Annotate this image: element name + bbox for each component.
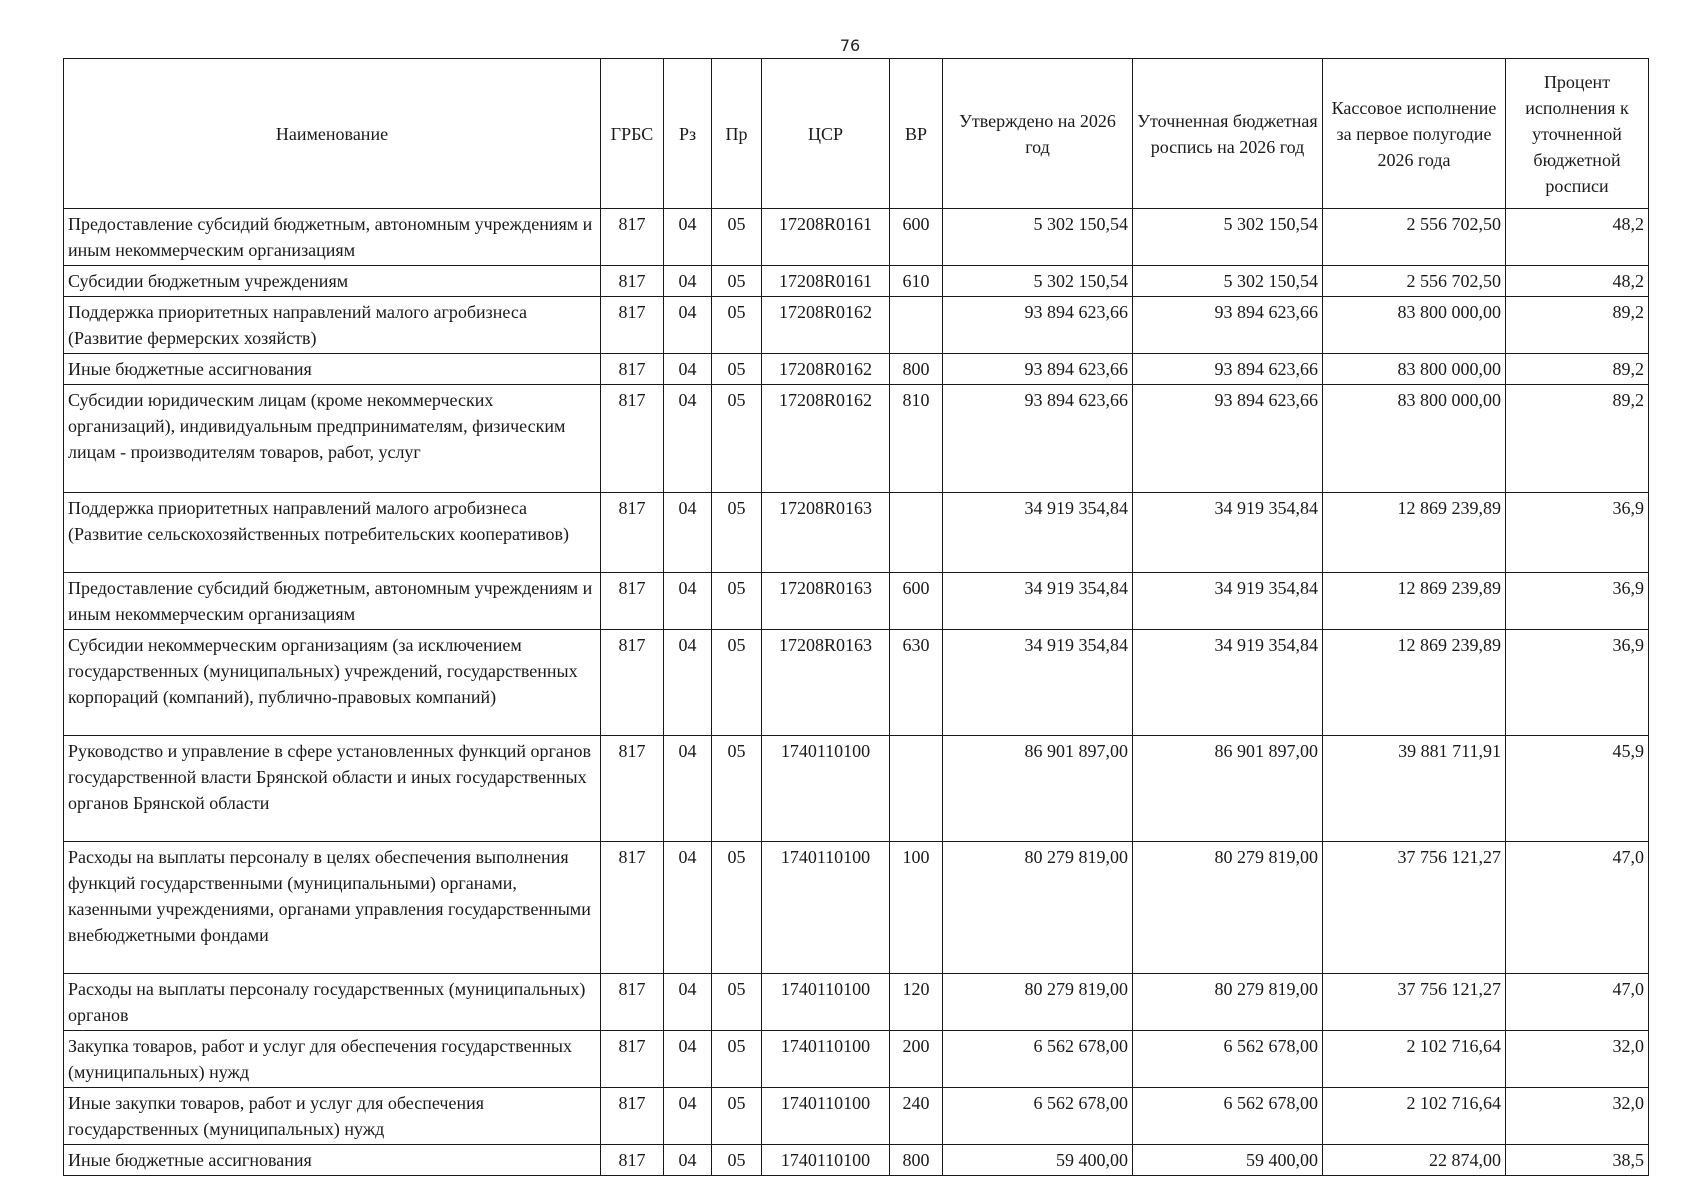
cell-vr: 200	[890, 1031, 943, 1088]
cell-approved: 80 279 819,00	[943, 974, 1133, 1031]
cell-cash: 83 800 000,00	[1323, 385, 1506, 493]
cell-percent: 89,2	[1506, 354, 1649, 385]
cell-rz: 04	[664, 736, 712, 842]
cell-rz: 04	[664, 630, 712, 736]
cell-refined: 34 919 354,84	[1133, 573, 1323, 630]
cell-cash: 83 800 000,00	[1323, 354, 1506, 385]
table-row	[64, 630, 1649, 736]
cell-refined: 93 894 623,66	[1133, 354, 1323, 385]
table-row	[64, 1031, 1649, 1088]
cell-vr: 610	[890, 266, 943, 297]
cell-name: Руководство и управление в сфере установленных функций органов государственной власти Брянской области и иных государственных органов Брянской области	[64, 736, 601, 842]
cell-vr: 600	[890, 209, 943, 266]
table-row	[64, 1145, 1649, 1176]
cell-approved: 5 302 150,54	[943, 266, 1133, 297]
header-refined: Уточненная бюджетная роспись на 2026 год	[1133, 59, 1323, 209]
cell-rz: 04	[664, 266, 712, 297]
cell-rz: 04	[664, 842, 712, 974]
cell-grbs: 817	[601, 974, 664, 1031]
cell-refined: 6 562 678,00	[1133, 1088, 1323, 1145]
cell-name: Предоставление субсидий бюджетным, автономным учреждениям и иным некоммерческим организациям	[64, 573, 601, 630]
cell-vr	[890, 297, 943, 354]
cell-refined: 59 400,00	[1133, 1145, 1323, 1176]
cell-percent: 89,2	[1506, 385, 1649, 493]
cell-csr: 17208R0161	[762, 266, 890, 297]
cell-cash: 22 874,00	[1323, 1145, 1506, 1176]
cell-percent: 36,9	[1506, 630, 1649, 736]
cell-refined: 34 919 354,84	[1133, 630, 1323, 736]
cell-pr: 05	[712, 842, 762, 974]
cell-grbs: 817	[601, 573, 664, 630]
cell-rz: 04	[664, 354, 712, 385]
table-body	[64, 209, 1649, 1176]
cell-rz: 04	[664, 1031, 712, 1088]
cell-percent: 32,0	[1506, 1031, 1649, 1088]
table-header	[64, 59, 1649, 209]
cell-cash: 12 869 239,89	[1323, 573, 1506, 630]
cell-pr: 05	[712, 1145, 762, 1176]
cell-refined: 93 894 623,66	[1133, 385, 1323, 493]
table-row	[64, 842, 1649, 974]
cell-vr: 240	[890, 1088, 943, 1145]
cell-csr: 1740110100	[762, 842, 890, 974]
cell-pr: 05	[712, 1088, 762, 1145]
cell-grbs: 817	[601, 842, 664, 974]
cell-approved: 59 400,00	[943, 1145, 1133, 1176]
cell-name: Субсидии юридическим лицам (кроме некоммерческих организаций), индивидуальным предпринимателям, физическим лицам - производителям товаров, работ, услуг	[64, 385, 601, 493]
cell-cash: 39 881 711,91	[1323, 736, 1506, 842]
cell-percent: 38,5	[1506, 1145, 1649, 1176]
cell-approved: 80 279 819,00	[943, 842, 1133, 974]
cell-cash: 2 102 716,64	[1323, 1031, 1506, 1088]
header-grbs: ГРБС	[601, 59, 664, 209]
cell-percent: 48,2	[1506, 209, 1649, 266]
cell-percent: 89,2	[1506, 297, 1649, 354]
cell-csr: 17208R0163	[762, 630, 890, 736]
cell-grbs: 817	[601, 1145, 664, 1176]
cell-refined: 6 562 678,00	[1133, 1031, 1323, 1088]
cell-csr: 1740110100	[762, 974, 890, 1031]
cell-approved: 93 894 623,66	[943, 354, 1133, 385]
cell-grbs: 817	[601, 630, 664, 736]
cell-pr: 05	[712, 493, 762, 573]
cell-csr: 17208R0161	[762, 209, 890, 266]
header-pr: Пр	[712, 59, 762, 209]
cell-cash: 2 556 702,50	[1323, 209, 1506, 266]
cell-name: Иные бюджетные ассигнования	[64, 354, 601, 385]
cell-approved: 34 919 354,84	[943, 630, 1133, 736]
cell-cash: 37 756 121,27	[1323, 974, 1506, 1031]
cell-pr: 05	[712, 1031, 762, 1088]
cell-name: Иные закупки товаров, работ и услуг для обеспечения государственных (муниципальных) нужд	[64, 1088, 601, 1145]
cell-vr	[890, 736, 943, 842]
cell-rz: 04	[664, 974, 712, 1031]
cell-refined: 80 279 819,00	[1133, 842, 1323, 974]
table-row	[64, 974, 1649, 1031]
cell-pr: 05	[712, 573, 762, 630]
cell-csr: 1740110100	[762, 736, 890, 842]
cell-pr: 05	[712, 297, 762, 354]
cell-percent: 36,9	[1506, 573, 1649, 630]
cell-rz: 04	[664, 1088, 712, 1145]
cell-csr: 1740110100	[762, 1088, 890, 1145]
header-row	[64, 59, 1649, 209]
cell-approved: 5 302 150,54	[943, 209, 1133, 266]
header-name: Наименование	[64, 59, 601, 209]
cell-approved: 6 562 678,00	[943, 1088, 1133, 1145]
cell-grbs: 817	[601, 736, 664, 842]
header-rz: Рз	[664, 59, 712, 209]
cell-vr: 100	[890, 842, 943, 974]
cell-cash: 12 869 239,89	[1323, 493, 1506, 573]
cell-csr: 17208R0162	[762, 354, 890, 385]
cell-refined: 80 279 819,00	[1133, 974, 1323, 1031]
table-row	[64, 493, 1649, 573]
header-approved: Утверждено на 2026 год	[943, 59, 1133, 209]
cell-grbs: 817	[601, 297, 664, 354]
cell-rz: 04	[664, 209, 712, 266]
cell-csr: 17208R0162	[762, 385, 890, 493]
cell-cash: 2 556 702,50	[1323, 266, 1506, 297]
table-row	[64, 297, 1649, 354]
cell-vr	[890, 493, 943, 573]
cell-pr: 05	[712, 209, 762, 266]
cell-refined: 93 894 623,66	[1133, 297, 1323, 354]
cell-grbs: 817	[601, 385, 664, 493]
cell-name: Субсидии некоммерческим организациям (за исключением государственных (муниципальных) учреждений, государственных корпораций (компаний), публично-правовых компаний)	[64, 630, 601, 736]
cell-pr: 05	[712, 385, 762, 493]
cell-pr: 05	[712, 354, 762, 385]
cell-name: Поддержка приоритетных направлений малого агробизнеса (Развитие фермерских хозяйств)	[64, 297, 601, 354]
cell-pr: 05	[712, 266, 762, 297]
cell-percent: 48,2	[1506, 266, 1649, 297]
cell-csr: 17208R0162	[762, 297, 890, 354]
cell-grbs: 817	[601, 1031, 664, 1088]
page-number: 76	[839, 36, 861, 55]
cell-pr: 05	[712, 630, 762, 736]
cell-vr: 600	[890, 573, 943, 630]
cell-approved: 93 894 623,66	[943, 385, 1133, 493]
cell-cash: 12 869 239,89	[1323, 630, 1506, 736]
cell-cash: 83 800 000,00	[1323, 297, 1506, 354]
cell-name: Поддержка приоритетных направлений малого агробизнеса (Развитие сельскохозяйственных потребительских кооперативов)	[64, 493, 601, 573]
table-row	[64, 736, 1649, 842]
table-row	[64, 573, 1649, 630]
cell-vr: 120	[890, 974, 943, 1031]
cell-grbs: 817	[601, 209, 664, 266]
cell-grbs: 817	[601, 493, 664, 573]
cell-percent: 36,9	[1506, 493, 1649, 573]
cell-approved: 34 919 354,84	[943, 493, 1133, 573]
cell-cash: 37 756 121,27	[1323, 842, 1506, 974]
table-row	[64, 354, 1649, 385]
cell-name: Расходы на выплаты персоналу в целях обеспечения выполнения функций государственными (муниципальными) органами, казенными учреждениями, органами управления государственными внебюджетными фондами	[64, 842, 601, 974]
cell-approved: 34 919 354,84	[943, 573, 1133, 630]
table-row	[64, 266, 1649, 297]
cell-rz: 04	[664, 493, 712, 573]
cell-rz: 04	[664, 573, 712, 630]
cell-name: Предоставление субсидий бюджетным, автономным учреждениям и иным некоммерческим организациям	[64, 209, 601, 266]
cell-approved: 86 901 897,00	[943, 736, 1133, 842]
cell-rz: 04	[664, 297, 712, 354]
table-row	[64, 385, 1649, 493]
cell-percent: 47,0	[1506, 974, 1649, 1031]
cell-vr: 630	[890, 630, 943, 736]
cell-percent: 32,0	[1506, 1088, 1649, 1145]
cell-refined: 5 302 150,54	[1133, 209, 1323, 266]
header-vr: ВР	[890, 59, 943, 209]
cell-name: Расходы на выплаты персоналу государственных (муниципальных) органов	[64, 974, 601, 1031]
cell-refined: 34 919 354,84	[1133, 493, 1323, 573]
cell-csr: 17208R0163	[762, 493, 890, 573]
cell-csr: 1740110100	[762, 1145, 890, 1176]
header-csr: ЦСР	[762, 59, 890, 209]
cell-pr: 05	[712, 736, 762, 842]
cell-approved: 93 894 623,66	[943, 297, 1133, 354]
cell-pr: 05	[712, 974, 762, 1031]
cell-refined: 5 302 150,54	[1133, 266, 1323, 297]
budget-table	[63, 58, 1649, 1176]
cell-vr: 810	[890, 385, 943, 493]
cell-grbs: 817	[601, 354, 664, 385]
table-row	[64, 209, 1649, 266]
cell-csr: 17208R0163	[762, 573, 890, 630]
cell-refined: 86 901 897,00	[1133, 736, 1323, 842]
cell-name: Закупка товаров, работ и услуг для обеспечения государственных (муниципальных) нужд	[64, 1031, 601, 1088]
cell-grbs: 817	[601, 1088, 664, 1145]
cell-csr: 1740110100	[762, 1031, 890, 1088]
cell-percent: 45,9	[1506, 736, 1649, 842]
cell-percent: 47,0	[1506, 842, 1649, 974]
cell-vr: 800	[890, 1145, 943, 1176]
cell-vr: 800	[890, 354, 943, 385]
header-cash: Кассовое исполнение за первое полугодие 2026 года	[1323, 59, 1506, 209]
cell-name: Субсидии бюджетным учреждениям	[64, 266, 601, 297]
cell-cash: 2 102 716,64	[1323, 1088, 1506, 1145]
header-percent: Процент исполнения к уточненной бюджетной росписи	[1506, 59, 1649, 209]
cell-rz: 04	[664, 1145, 712, 1176]
table-row	[64, 1088, 1649, 1145]
cell-rz: 04	[664, 385, 712, 493]
cell-name: Иные бюджетные ассигнования	[64, 1145, 601, 1176]
cell-grbs: 817	[601, 266, 664, 297]
cell-approved: 6 562 678,00	[943, 1031, 1133, 1088]
